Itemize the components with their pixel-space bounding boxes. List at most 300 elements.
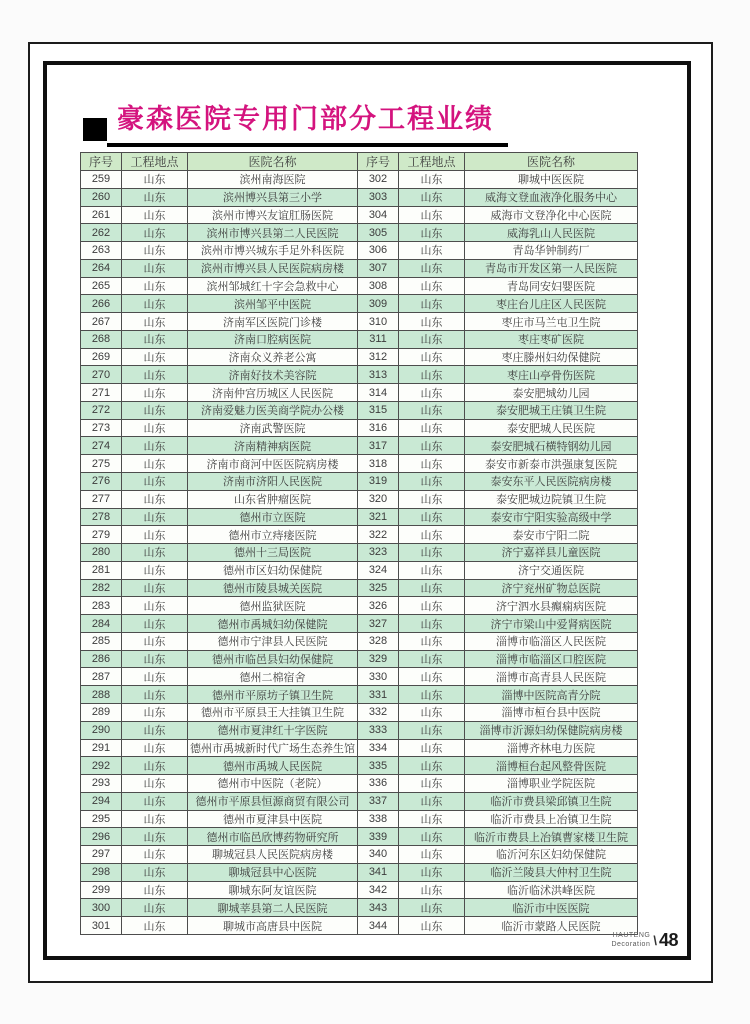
table-row [81, 686, 638, 704]
row-number-cell: 295 [81, 810, 122, 828]
table-row [81, 259, 638, 277]
row-number-cell: 341 [358, 863, 399, 881]
location-cell: 山东 [399, 544, 465, 562]
hospital-name-cell: 青岛华钟制药厂 [465, 242, 638, 260]
location-cell: 山东 [122, 348, 188, 366]
row-number-cell: 333 [358, 721, 399, 739]
row-number-cell: 300 [81, 899, 122, 917]
hospital-name-cell: 枣庄枣矿医院 [465, 330, 638, 348]
hospital-name-cell: 济南市商河中医医院病房楼 [188, 455, 358, 473]
location-cell: 山东 [399, 757, 465, 775]
location-cell: 山东 [122, 828, 188, 846]
location-cell: 山东 [122, 917, 188, 935]
row-number-cell: 265 [81, 277, 122, 295]
location-cell: 山东 [122, 597, 188, 615]
hospital-name-cell: 德州市临邑欣博药物研究所 [188, 828, 358, 846]
row-number-cell: 306 [358, 242, 399, 260]
row-number-cell: 329 [358, 650, 399, 668]
hospital-name-cell: 临沂兰陵县大仲村卫生院 [465, 863, 638, 881]
table-row [81, 277, 638, 295]
table-body [81, 171, 638, 935]
hospital-name-cell: 德州市夏津红十字医院 [188, 721, 358, 739]
hospital-name-cell: 淄博市沂源妇幼保健院病房楼 [465, 721, 638, 739]
location-cell: 山东 [122, 899, 188, 917]
location-cell: 山东 [399, 437, 465, 455]
row-number-cell: 272 [81, 401, 122, 419]
row-number-cell: 331 [358, 686, 399, 704]
location-cell: 山东 [399, 277, 465, 295]
row-number-cell: 330 [358, 668, 399, 686]
location-cell: 山东 [399, 863, 465, 881]
hospital-name-cell: 临沂河东区妇幼保健院 [465, 846, 638, 864]
row-number-cell: 338 [358, 810, 399, 828]
hospital-name-cell: 泰安肥城幼儿园 [465, 384, 638, 402]
hospital-name-cell: 济宁嘉祥县儿童医院 [465, 544, 638, 562]
row-number-cell: 336 [358, 775, 399, 793]
hospital-name-cell: 山东省肿瘤医院 [188, 490, 358, 508]
row-number-cell: 268 [81, 330, 122, 348]
table-row [81, 242, 638, 260]
location-cell: 山东 [399, 917, 465, 935]
row-number-cell: 315 [358, 401, 399, 419]
location-cell: 山东 [122, 473, 188, 491]
hospital-name-cell: 淄博中医院高青分院 [465, 686, 638, 704]
hospital-name-cell: 聊城市高唐县中医院 [188, 917, 358, 935]
location-cell: 山东 [122, 508, 188, 526]
hospital-name-cell: 滨州市博兴县第二人民医院 [188, 224, 358, 242]
title-block [83, 97, 508, 147]
hospital-name-cell: 济宁泗水县癫痫病医院 [465, 597, 638, 615]
table-row [81, 668, 638, 686]
row-number-cell: 328 [358, 632, 399, 650]
row-number-cell: 273 [81, 419, 122, 437]
row-number-cell: 285 [81, 632, 122, 650]
row-number-cell: 290 [81, 721, 122, 739]
hospital-name-cell: 淄博市临淄区人民医院 [465, 632, 638, 650]
location-cell: 山东 [122, 579, 188, 597]
row-number-cell: 322 [358, 526, 399, 544]
location-cell: 山东 [399, 721, 465, 739]
page-number: 48 [658, 930, 678, 950]
location-cell: 山东 [122, 437, 188, 455]
location-cell: 山东 [122, 739, 188, 757]
location-cell: 山东 [122, 632, 188, 650]
row-number-cell: 280 [81, 544, 122, 562]
table-row [81, 703, 638, 721]
table-row [81, 508, 638, 526]
location-cell: 山东 [399, 330, 465, 348]
header-row [81, 153, 638, 171]
table-row [81, 863, 638, 881]
row-number-cell: 337 [358, 792, 399, 810]
header-serial-right: 序号 [358, 153, 399, 171]
title-bullet-square [83, 118, 107, 141]
row-number-cell: 311 [358, 330, 399, 348]
location-cell: 山东 [399, 384, 465, 402]
row-number-cell: 262 [81, 224, 122, 242]
hospital-name-cell: 济南爱魅力医美商学院办公楼 [188, 401, 358, 419]
header-location-left: 工程地点 [122, 153, 188, 171]
table-row [81, 171, 638, 189]
location-cell: 山东 [399, 775, 465, 793]
hospital-name-cell: 滨州博兴县第三小学 [188, 188, 358, 206]
header-hospital-left: 医院名称 [188, 153, 358, 171]
location-cell: 山东 [122, 171, 188, 189]
hospital-name-cell: 聊城中医医院 [465, 171, 638, 189]
table-row [81, 792, 638, 810]
location-cell: 山东 [399, 668, 465, 686]
location-cell: 山东 [399, 490, 465, 508]
table-row [81, 348, 638, 366]
row-number-cell: 321 [358, 508, 399, 526]
location-cell: 山东 [399, 224, 465, 242]
hospital-name-cell: 德州市中医院（老院） [188, 775, 358, 793]
table-row [81, 526, 638, 544]
hospital-name-cell: 枣庄市马兰屯卫生院 [465, 313, 638, 331]
hospital-name-cell: 泰安东平人民医院病房楼 [465, 473, 638, 491]
location-cell: 山东 [122, 792, 188, 810]
location-cell: 山东 [122, 810, 188, 828]
location-cell: 山东 [122, 366, 188, 384]
location-cell: 山东 [399, 366, 465, 384]
location-cell: 山东 [122, 188, 188, 206]
table-row [81, 757, 638, 775]
location-cell: 山东 [122, 561, 188, 579]
table-row [81, 899, 638, 917]
location-cell: 山东 [122, 401, 188, 419]
table-row [81, 330, 638, 348]
row-number-cell: 307 [358, 259, 399, 277]
hospital-name-cell: 聊城冠县中心医院 [188, 863, 358, 881]
hospital-name-cell: 临沂市中医医院 [465, 899, 638, 917]
hospital-name-cell: 德州市平原县王大挂镇卫生院 [188, 703, 358, 721]
hospital-name-cell: 德州市夏津县中医院 [188, 810, 358, 828]
outer-frame [28, 42, 713, 983]
brand-line1: HAUTENG [612, 932, 651, 940]
row-number-cell: 277 [81, 490, 122, 508]
row-number-cell: 271 [81, 384, 122, 402]
row-number-cell: 296 [81, 828, 122, 846]
location-cell: 山东 [399, 561, 465, 579]
location-cell: 山东 [122, 846, 188, 864]
location-cell: 山东 [399, 171, 465, 189]
row-number-cell: 323 [358, 544, 399, 562]
location-cell: 山东 [399, 188, 465, 206]
table-row [81, 579, 638, 597]
location-cell: 山东 [122, 419, 188, 437]
row-number-cell: 259 [81, 171, 122, 189]
location-cell: 山东 [122, 775, 188, 793]
location-cell: 山东 [399, 259, 465, 277]
hospital-name-cell: 泰安市宁阳实验高级中学 [465, 508, 638, 526]
location-cell: 山东 [399, 846, 465, 864]
row-number-cell: 320 [358, 490, 399, 508]
hospital-name-cell: 滨州邹城红十字会急救中心 [188, 277, 358, 295]
hospital-name-cell: 济宁市梁山中爱肾病医院 [465, 615, 638, 633]
hospital-name-cell: 泰安市新泰市洪强康复医院 [465, 455, 638, 473]
hospital-name-cell: 济宁兖州矿物总医院 [465, 579, 638, 597]
row-number-cell: 343 [358, 899, 399, 917]
row-number-cell: 292 [81, 757, 122, 775]
location-cell: 山东 [399, 419, 465, 437]
row-number-cell: 260 [81, 188, 122, 206]
row-number-cell: 287 [81, 668, 122, 686]
hospital-name-cell: 德州市立痔瘘医院 [188, 526, 358, 544]
table-row [81, 775, 638, 793]
location-cell: 山东 [122, 668, 188, 686]
hospital-name-cell: 济南市济阳人民医院 [188, 473, 358, 491]
table-header [81, 153, 638, 171]
location-cell: 山东 [399, 828, 465, 846]
row-number-cell: 326 [358, 597, 399, 615]
row-number-cell: 313 [358, 366, 399, 384]
row-number-cell: 293 [81, 775, 122, 793]
hospital-name-cell: 临沂市费县梁邱镇卫生院 [465, 792, 638, 810]
hospital-name-cell: 淄博桓台起风整骨医院 [465, 757, 638, 775]
hospital-name-cell: 济南精神病医院 [188, 437, 358, 455]
location-cell: 山东 [399, 632, 465, 650]
location-cell: 山东 [399, 810, 465, 828]
row-number-cell: 310 [358, 313, 399, 331]
row-number-cell: 335 [358, 757, 399, 775]
location-cell: 山东 [399, 313, 465, 331]
location-cell: 山东 [122, 384, 188, 402]
hospital-name-cell: 滨州市博兴友谊肛肠医院 [188, 206, 358, 224]
row-number-cell: 317 [358, 437, 399, 455]
projects-table [80, 152, 638, 935]
location-cell: 山东 [122, 242, 188, 260]
hospital-name-cell: 济南众义养老公寓 [188, 348, 358, 366]
hospital-name-cell: 淄博市桓台县中医院 [465, 703, 638, 721]
location-cell: 山东 [399, 206, 465, 224]
row-number-cell: 261 [81, 206, 122, 224]
row-number-cell: 316 [358, 419, 399, 437]
location-cell: 山东 [122, 224, 188, 242]
hospital-name-cell: 济南武警医院 [188, 419, 358, 437]
row-number-cell: 278 [81, 508, 122, 526]
hospital-name-cell: 临沂临沭洪峰医院 [465, 881, 638, 899]
hospital-name-cell: 德州市平原坊子镇卫生院 [188, 686, 358, 704]
location-cell: 山东 [122, 703, 188, 721]
row-number-cell: 269 [81, 348, 122, 366]
hospital-name-cell: 滨州南海医院 [188, 171, 358, 189]
hospital-name-cell: 滨州邹平中医院 [188, 295, 358, 313]
row-number-cell: 270 [81, 366, 122, 384]
hospital-name-cell: 聊城莘县第二人民医院 [188, 899, 358, 917]
row-number-cell: 344 [358, 917, 399, 935]
location-cell: 山东 [122, 881, 188, 899]
header-serial-left: 序号 [81, 153, 122, 171]
page-title: 豪森医院专用门部分工程业绩 [107, 97, 508, 147]
hospital-name-cell: 德州市立医院 [188, 508, 358, 526]
location-cell: 山东 [122, 650, 188, 668]
location-cell: 山东 [399, 295, 465, 313]
table-row [81, 490, 638, 508]
hospital-name-cell: 临沂市费县上冶镇曹家楼卫生院 [465, 828, 638, 846]
hospital-name-cell: 淄博齐林电力医院 [465, 739, 638, 757]
location-cell: 山东 [399, 348, 465, 366]
location-cell: 山东 [122, 206, 188, 224]
row-number-cell: 299 [81, 881, 122, 899]
row-number-cell: 279 [81, 526, 122, 544]
header-location-right: 工程地点 [399, 153, 465, 171]
table-row [81, 313, 638, 331]
row-number-cell: 312 [358, 348, 399, 366]
location-cell: 山东 [122, 313, 188, 331]
table-row [81, 650, 638, 668]
table-row [81, 615, 638, 633]
hospital-name-cell: 德州监狱医院 [188, 597, 358, 615]
hospital-name-cell: 泰安肥城石横特钢幼儿园 [465, 437, 638, 455]
hospital-name-cell: 枣庄滕州妇幼保健院 [465, 348, 638, 366]
row-number-cell: 263 [81, 242, 122, 260]
location-cell: 山东 [399, 703, 465, 721]
row-number-cell: 301 [81, 917, 122, 935]
hospital-name-cell: 泰安市宁阳二院 [465, 526, 638, 544]
header-hospital-right: 医院名称 [465, 153, 638, 171]
location-cell: 山东 [122, 330, 188, 348]
row-number-cell: 294 [81, 792, 122, 810]
row-number-cell: 308 [358, 277, 399, 295]
location-cell: 山东 [122, 615, 188, 633]
row-number-cell: 286 [81, 650, 122, 668]
hospital-name-cell: 威海文登血液净化服务中心 [465, 188, 638, 206]
location-cell: 山东 [399, 739, 465, 757]
hospital-name-cell: 泰安肥城人民医院 [465, 419, 638, 437]
hospital-name-cell: 青岛市开发区第一人民医院 [465, 259, 638, 277]
row-number-cell: 283 [81, 597, 122, 615]
hospital-name-cell: 聊城冠县人民医院病房楼 [188, 846, 358, 864]
hospital-name-cell: 淄博职业学院医院 [465, 775, 638, 793]
hospital-name-cell: 临沂市蒙路人民医院 [465, 917, 638, 935]
location-cell: 山东 [399, 899, 465, 917]
location-cell: 山东 [399, 455, 465, 473]
location-cell: 山东 [399, 650, 465, 668]
table-row [81, 846, 638, 864]
row-number-cell: 266 [81, 295, 122, 313]
hospital-name-cell: 济南仲宫历城区人民医院 [188, 384, 358, 402]
table-row [81, 401, 638, 419]
table-row [81, 188, 638, 206]
row-number-cell: 274 [81, 437, 122, 455]
hospital-name-cell: 德州二棉宿舍 [188, 668, 358, 686]
hospital-name-cell: 青岛同安妇婴医院 [465, 277, 638, 295]
hospital-name-cell: 临沂市费县上冶镇卫生院 [465, 810, 638, 828]
location-cell: 山东 [399, 526, 465, 544]
location-cell: 山东 [399, 881, 465, 899]
footer [611, 930, 678, 951]
location-cell: 山东 [399, 242, 465, 260]
hospital-name-cell: 德州市禹城妇幼保健院 [188, 615, 358, 633]
row-number-cell: 327 [358, 615, 399, 633]
hospital-name-cell: 淄博市临淄区口腔医院 [465, 650, 638, 668]
row-number-cell: 303 [358, 188, 399, 206]
location-cell: 山东 [122, 295, 188, 313]
location-cell: 山东 [122, 686, 188, 704]
hospital-name-cell: 济南口腔病医院 [188, 330, 358, 348]
hospital-name-cell: 济宁交通医院 [465, 561, 638, 579]
row-number-cell: 302 [358, 171, 399, 189]
row-number-cell: 297 [81, 846, 122, 864]
table-row [81, 544, 638, 562]
row-number-cell: 298 [81, 863, 122, 881]
location-cell: 山东 [399, 792, 465, 810]
inner-frame [43, 61, 691, 960]
location-cell: 山东 [399, 473, 465, 491]
location-cell: 山东 [122, 757, 188, 775]
row-number-cell: 267 [81, 313, 122, 331]
location-cell: 山东 [122, 455, 188, 473]
row-number-cell: 324 [358, 561, 399, 579]
hospital-name-cell: 德州市宁津县人民医院 [188, 632, 358, 650]
row-number-cell: 309 [358, 295, 399, 313]
location-cell: 山东 [122, 490, 188, 508]
location-cell: 山东 [399, 686, 465, 704]
row-number-cell: 305 [358, 224, 399, 242]
table-row [81, 828, 638, 846]
brand-logo [611, 932, 650, 948]
hospital-name-cell: 泰安肥城王庄镇卫生院 [465, 401, 638, 419]
row-number-cell: 319 [358, 473, 399, 491]
row-number-cell: 275 [81, 455, 122, 473]
table-row [81, 881, 638, 899]
table-row [81, 810, 638, 828]
table-row [81, 419, 638, 437]
location-cell: 山东 [399, 597, 465, 615]
row-number-cell: 332 [358, 703, 399, 721]
row-number-cell: 276 [81, 473, 122, 491]
hospital-name-cell: 枣庄山亭骨伤医院 [465, 366, 638, 384]
table-row [81, 384, 638, 402]
row-number-cell: 325 [358, 579, 399, 597]
location-cell: 山东 [122, 721, 188, 739]
row-number-cell: 339 [358, 828, 399, 846]
table-row [81, 437, 638, 455]
hospital-name-cell: 济南好技术美容院 [188, 366, 358, 384]
row-number-cell: 284 [81, 615, 122, 633]
table-row [81, 721, 638, 739]
location-cell: 山东 [122, 259, 188, 277]
table-row [81, 632, 638, 650]
hospital-name-cell: 枣庄台儿庄区人民医院 [465, 295, 638, 313]
brand-slash-mark: \ [653, 933, 657, 948]
location-cell: 山东 [399, 508, 465, 526]
table-row [81, 917, 638, 935]
location-cell: 山东 [122, 526, 188, 544]
table-row [81, 597, 638, 615]
table-row [81, 473, 638, 491]
hospital-name-cell: 德州市陵县城关医院 [188, 579, 358, 597]
table-row [81, 455, 638, 473]
row-number-cell: 340 [358, 846, 399, 864]
row-number-cell: 282 [81, 579, 122, 597]
hospital-name-cell: 德州市平原县恒源商贸有限公司 [188, 792, 358, 810]
row-number-cell: 342 [358, 881, 399, 899]
hospital-name-cell: 滨州市博兴城东手足外科医院 [188, 242, 358, 260]
row-number-cell: 289 [81, 703, 122, 721]
table-row [81, 295, 638, 313]
hospital-name-cell: 泰安肥城边院镇卫生院 [465, 490, 638, 508]
hospital-name-cell: 德州市禹城新时代广场生态养生馆 [188, 739, 358, 757]
row-number-cell: 264 [81, 259, 122, 277]
location-cell: 山东 [122, 544, 188, 562]
location-cell: 山东 [122, 277, 188, 295]
hospital-name-cell: 德州市区妇幼保健院 [188, 561, 358, 579]
row-number-cell: 304 [358, 206, 399, 224]
hospital-name-cell: 聊城东阿友谊医院 [188, 881, 358, 899]
hospital-name-cell: 威海市文登净化中心医院 [465, 206, 638, 224]
hospital-name-cell: 威海乳山人民医院 [465, 224, 638, 242]
